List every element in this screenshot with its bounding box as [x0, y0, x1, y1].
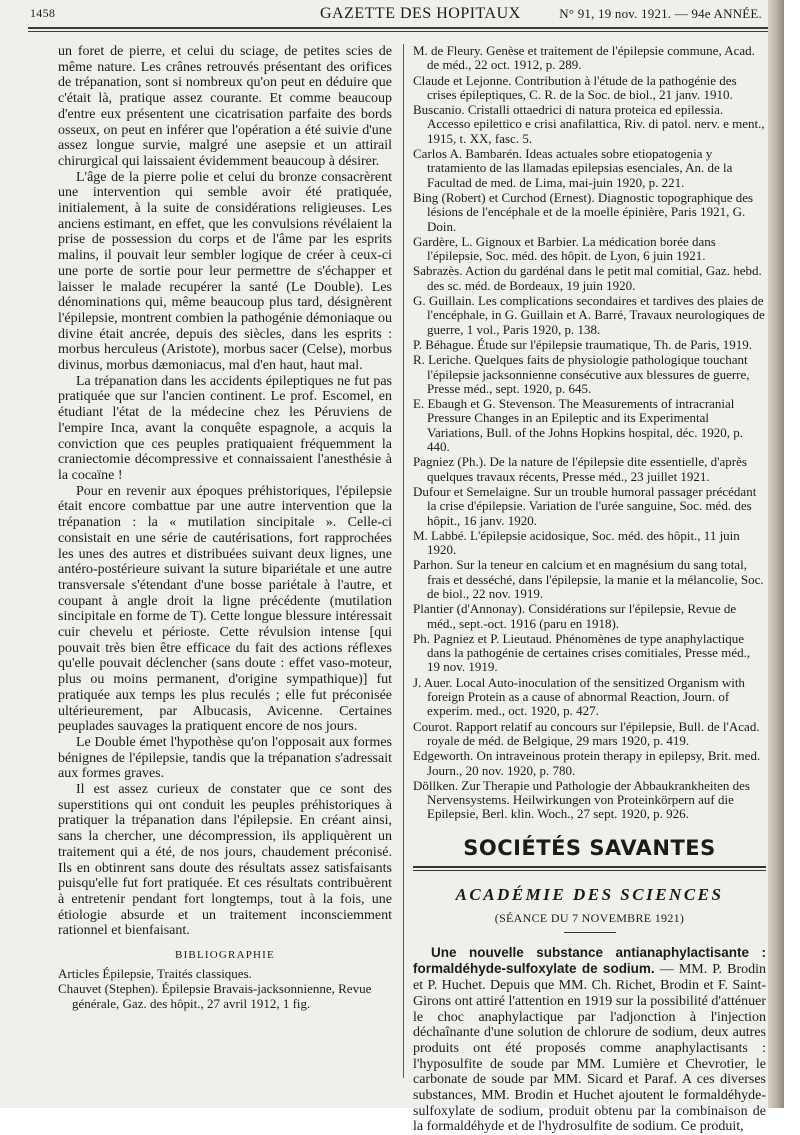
section-rule — [413, 866, 766, 871]
reference-item: Ph. Pagniez et P. Lieutaud. Phénomènes de type anaphylactique dans la pathogénie de certaines crises comitiales, Presse méd., 19 nov. 1919. — [413, 630, 751, 675]
issue-info: N° 91, 19 nov. 1921. — 94e ANNÉE. — [559, 6, 762, 21]
reference-item: Dufour et Semelaigne. Sur un trouble humoral passager précédant la crise d'épilepsie. Variation de l'urée sanguine, Soc. méd. des hôpit., 16 janv. 1920. — [413, 483, 757, 528]
paragraph: La trépanation dans les accidents épileptiques ne fut pas pratiquée que sur l'ancien continent. Le prof. Escomel, en étudiant l'état de la médecine chez les Péruviens de l'empire Inca, avant la conquête espagnole, a acquis la conviction que ces peuples pratiquaient fréquemment la craniectomie décompressive et connaissaient l'anesthésie à la cocaïne ! — [58, 373, 392, 483]
session-date: (SÉANCE DU 7 NOVEMBRE 1921) — [494, 910, 685, 925]
reference-item: Carlos A. Bambarén. Ideas actuales sobre etiopatogenia y tratamiento de las llamadas epilepsias esenciales, An. de la Facultad de med. de Lima, mai-juin 1920, p. 221. — [413, 146, 733, 190]
bibliography-list-left — [58, 967, 392, 1011]
reference-item: J. Auer. Local Auto-inoculation of the sensitized Organism with foreign Protein as a cause of abnormal Reaction, Journ. of experim. med., oct. 1920, p. 427. — [413, 674, 745, 719]
reference-item: Plantier (d'Annonay). Considérations sur l'épilepsie, Revue de méd., sept.-oct. 1916 (paru en 1918). — [413, 601, 737, 631]
reference-item: P. Béhague. Étude sur l'épilepsie traumatique, Th. de Paris, 1919. — [413, 336, 752, 352]
article-paragraph — [413, 945, 766, 1135]
reference-item: Bing (Robert) et Curchod (Ernest). Diagnostic topographique des lésions de l'encéphale et de la moelle épinière, Paris 1921, G. Doin. — [413, 189, 754, 234]
article-body: — MM. P. Brodin et P. Huchet. Depuis que MM. Ch. Richet, Brodin et F. Saint-Girons ont attiré l'attention en 1919 sur la possibilité d'atténuer le choc anaphylactique par l'adjonction à l'injection déchaînante d'une solution de chlorure de sodium, deux autres produits ont été proposés comme anaphylactisants : l'hyposulfite de soude par MM. Lumière et Chevrotier, le carbonate de soude par MM. Sicard et Paraf. A ces diverses substances, MM. Brodin et Huchet ajoutent le formaldéhyde-sulfoxylate de sodium, produit obtenu par la combinaison de la formaldéhyde et de l'hydrosulfite de sodium. Ce produit, — [413, 962, 766, 1135]
reference-item: R. Leriche. Quelques faits de physiologie pathologique touchant l'épilepsie jacksonnienne consécutive aux blessures de guerre, Presse méd., sept. 1920, p. 645. — [413, 352, 750, 396]
header-rule — [28, 27, 768, 29]
right-column — [413, 43, 766, 1135]
paragraph: Pour en revenir aux époques préhistoriques, l'épilepsie était encore combattue par une autre intervention que la trépanation : la « mutilation sincipitale ». Celle-ci consistait en une série de cautérisations, fort rapprochées les unes des autres et distribuées suivant deux lignes, une antéro-postérieure suivant la suture bipariétale et une autre transversale s'étendant d'une bosse pariétale à l'autre, et coupant à angle droit la ligne précédente (mutilation sincipitale en forme de T). Cette longue blessure intéressait cuir chevelu et périoste. Cette révulsion intense [qui pouvait très bien être efficace du fait des actions réflexes qu'elle pouvait déclencher (sans doute : effet vaso-moteur, plus ou moins permanent, d'origine sympathique)] fut pratiquée aux temps les plus reculés ; elle fut préconisée ultérieurement, par Albucasis, Avicenne. Certaines peuplades sauvages la pratiquent encore de nos jours. — [58, 483, 392, 735]
reference-item: G. Guillain. Les complications secondaires et tardives des plaies de l'encéphale, in G. Guillain et A. Barré, Travaux neurologiques de guerre, 1 vol., Paris 1920, p. 138. — [413, 293, 765, 337]
reference-item: M. de Fleury. Genèse et traitement de l'épilepsie commune, Acad. de méd., 22 oct. 1912, p. 289. — [413, 43, 755, 73]
journal-title: GAZETTE DES HOPITAUX — [320, 5, 521, 22]
reference-item: Gardère, L. Gignoux et Barbier. La médication borée dans l'épilepsie, Soc. méd. des hôpit. de Lyon, 6 juin 1921. — [413, 233, 716, 264]
header-rule-thin — [28, 31, 768, 32]
page-header — [0, 0, 784, 44]
reference-item: Sabrazès. Action du gardénal dans le petit mal comitial, Gaz. hebd. des sc. méd. de Bordeaux, 19 juin 1920. — [413, 263, 762, 293]
reference-item: Pagniez (Ph.). De la nature de l'épilepsie dite essentielle, d'après quelques travaux récents, Presse méd., 23 juillet 1921. — [413, 454, 747, 484]
bibliography-list-right — [413, 44, 766, 822]
page-number: 1458 — [30, 6, 56, 20]
left-column — [58, 44, 392, 1104]
short-divider — [564, 932, 616, 933]
reference-item: M. Labbé. L'épilepsie acidosique, Soc. méd. des hôpit., 11 juin 1920. — [413, 527, 740, 558]
reference-item: E. Ebaugh et G. Stevenson. The Measurements of intracranial Pressure Changes in an Epileptic and its Experimental Variations, Bull. of the Johns Hopkins hospital, déc. 1920, p. 440. — [413, 396, 743, 455]
reference-item: Buscanio. Cristalli ottaedrici di natura proteica ed epilessia. Accesso epilettico e crisi anafilattica, Riv. di patol. nerv. e ment., 1915, t. XX, fasc. 5. — [413, 102, 765, 146]
reference-item: Courot. Rapport relatif au concours sur l'épilepsie, Bull. de l'Acad. royale de méd. de Belgique, 29 mars 1920, p. 419. — [413, 718, 760, 748]
article-heading: Une nouvelle substance antianaphylactisante : formaldéhyde-sulfoxylate de sodium. — [413, 944, 766, 977]
paragraph: L'âge de la pierre polie et celui du bronze consacrèrent une intervention qui semble avoir été pratiquée, initialement, à la suite de considérations religieuses. Les anciens estimant, en effet, que les convulsions révélaient la prise de possession du corps et de l'âme par les esprits malins, il pouvait leur sembler logique de créer à ceux-ci une porte de sortie pour leur permettre de s'échapper et laisser le malade recupérer la santé (Le Double). Les dénominations qui, même beaucoup plus tard, désignèrent l'épilepsie, montrent combien la pathogénie démoniaque ou divine était ancrée, depuis des siècles, dans les esprits : morbus herculeus (Aristote), morbus sacer (Celse), morbus divinus, morbus dæmoniacus, mal d'en haut, haut mal. — [58, 169, 392, 374]
section-title: SOCIÉTÉS SAVANTES — [463, 835, 716, 860]
reference-item: Chauvet (Stephen). Épilepsie Bravais-jacksonnienne, Revue générale, Gaz. des hôpit., 27 avril 1912, 1 fig. — [58, 981, 372, 1011]
reference-item: Edgeworth. On intraveinous protein therapy in epilepsy, Brit. med. Journ., 20 nov. 1920, p. 780. — [413, 748, 761, 778]
page-spine-shadow — [768, 0, 784, 1108]
reference-item: Parhon. Sur la teneur en calcium et en magnésium du sang total, frais et desséché, dans l'épilepsie, la manie et la mélancolie, Soc. de biol., 22 nov. 1919. — [413, 557, 764, 601]
reference-item: Articles Épilepsie, Traités classiques. — [58, 966, 252, 982]
bibliography-title: BIBLIOGRAPHIE — [175, 949, 275, 962]
column-divider — [403, 44, 404, 1078]
paragraph: Le Double émet l'hypothèse qu'on l'opposait aux formes bénignes de l'épilepsie, tandis que la trépanation s'adressait aux formes graves. — [58, 734, 392, 782]
reference-item: Döllken. Zur Therapie und Pathologie der Abbaukrankheiten des Nervensystems. Heilwirkungen von Proteinkörpern auf die Epilepsie, Berl. klin. Woch., 27 sept. 1920, p. 926. — [413, 777, 750, 822]
paragraph: Il est assez curieux de constater que ce sont des superstitions qui ont conduit les peuples préhistoriques à pratiquer la trépanation dans l'épilepsie. En créant ainsi, sans la chercher, une décompression, ils appliquèrent un traitement qui a été, de nos jours, chaudement préconisé. Ils en obtinrent sans doute des résultats assez satisfaisants puisqu'elle fut fort pratiquée. Et ces résultats contribuèrent à entretenir pendant fort longtemps, tout à la fois, une étiologie absurde et un traitement inconsciemment rationnel et bienfaisant. — [58, 782, 392, 939]
academy-title: ACADÉMIE DES SCIENCES — [455, 884, 724, 904]
paragraph: un foret de pierre, et celui du sciage, de petites scies de même nature. Les crânes retrouvés présentant des orifices de trépanation, sont si nombreux qu'on peut en déduire que c'était là, pratique assez courante. Et comme beaucoup d'entre eux présentent une cicatrisation parfaite des bords osseux, on peut en inférer que l'opération a été suivie d'une assez longue survie, malgré une asepsie et un attirail chirurgical qui laissaient évidemment beaucoup à désirer. — [58, 44, 392, 169]
reference-item: Claude et Lejonne. Contribution à l'étude de la pathogénie des crises épileptiques, C. R. de la Soc. de biol., 21 janv. 1910. — [413, 72, 737, 102]
